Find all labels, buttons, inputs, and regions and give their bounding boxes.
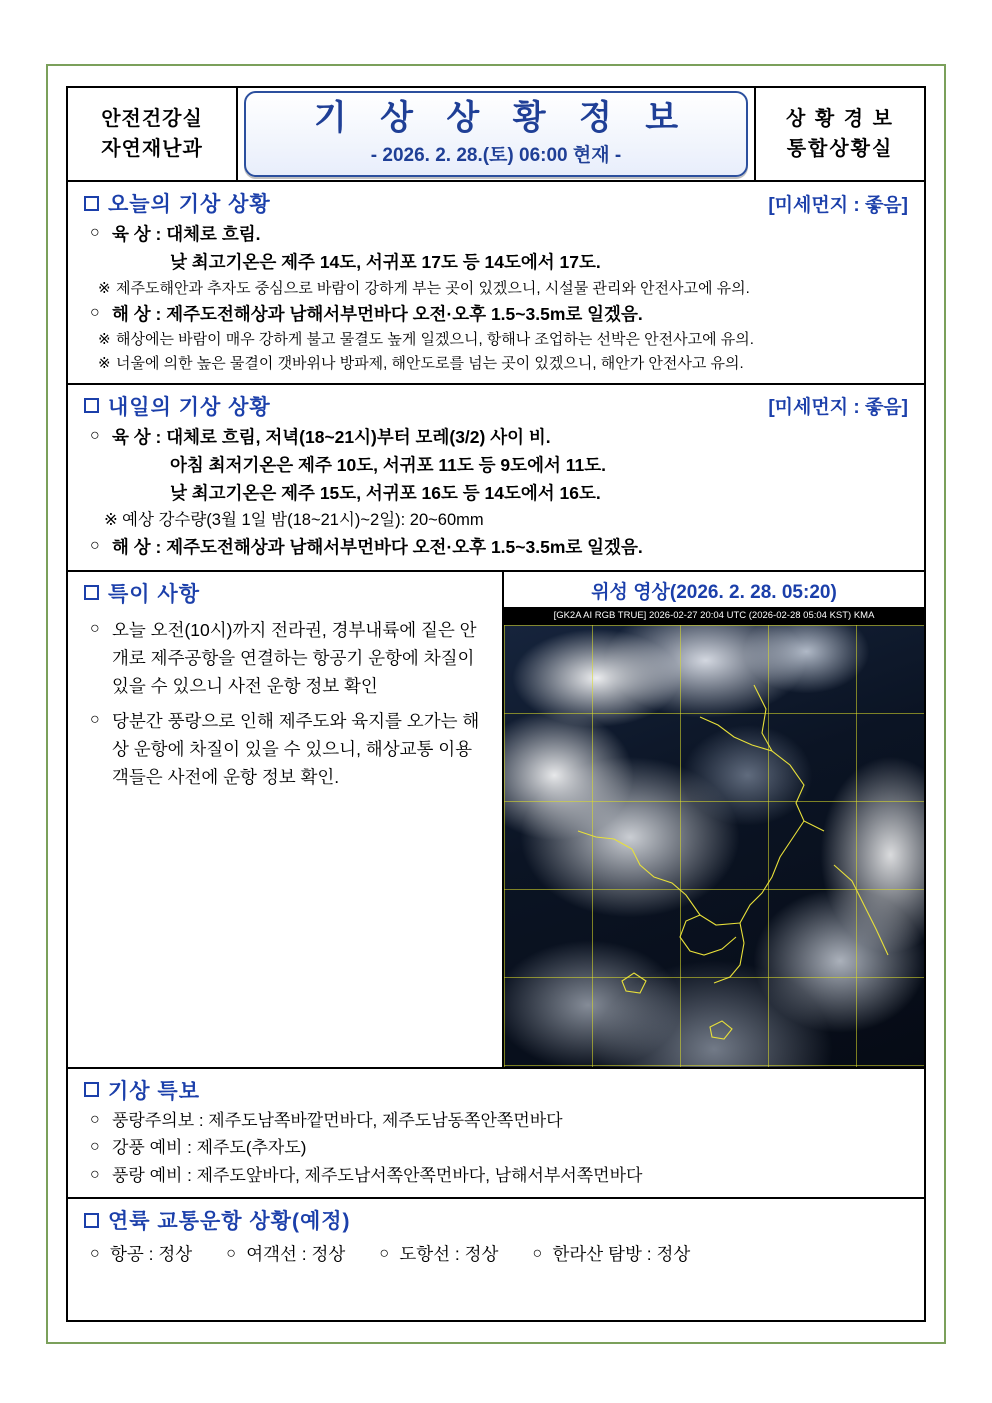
satellite-caption: [GK2A AI RGB TRUE] 2026-02-27 20:04 UTC (2026-02-28 05:04 KST) KMA bbox=[504, 607, 924, 623]
asterisk-icon: ※ bbox=[104, 510, 118, 529]
checkbox-icon bbox=[84, 196, 99, 211]
today-land-label: 육 상 : bbox=[112, 224, 162, 244]
checkbox-icon bbox=[84, 1213, 99, 1228]
asterisk-icon: ※ bbox=[98, 279, 111, 297]
section-weather-warnings bbox=[68, 1069, 924, 1200]
section-special-notes bbox=[68, 572, 504, 1067]
bullet-icon: ○ bbox=[90, 1244, 100, 1262]
today-land-text: 대체로 흐림. bbox=[166, 224, 261, 244]
warning-item bbox=[90, 1134, 908, 1162]
section-tomorrow-title-wrap bbox=[84, 391, 271, 421]
section-transport-header bbox=[68, 1199, 924, 1237]
bullet-icon: ○ bbox=[90, 537, 100, 555]
section-transport-title-wrap bbox=[84, 1205, 351, 1235]
section-today-lines bbox=[68, 220, 924, 383]
tomorrow-land-line bbox=[90, 423, 908, 451]
section-special-lines bbox=[68, 610, 502, 800]
section-special-and-satellite bbox=[68, 572, 924, 1069]
warning-item-text: 강풍 예비 : 제주도(추자도) bbox=[112, 1138, 307, 1158]
document-content bbox=[66, 86, 926, 1322]
warning-item bbox=[90, 1162, 908, 1190]
today-dust-badge: [미세먼지 : 좋음] bbox=[768, 194, 908, 216]
section-tomorrow-weather bbox=[68, 385, 924, 572]
header-situation-line2: 통합상황실 bbox=[786, 138, 894, 160]
today-note-3-text: 너울에 의한 높은 물결이 갯바위나 방파제, 해안도로를 넘는 곳이 있겠으니, 해안가 안전사고 유의. bbox=[116, 354, 744, 372]
bullet-icon: ○ bbox=[90, 1138, 100, 1156]
today-sea-label: 해 상 : bbox=[112, 303, 162, 324]
today-land-temp: 낮 최고기온은 제주 14도, 서귀포 17도 등 14도에서 17도. bbox=[170, 252, 601, 273]
tomorrow-land-label: 육 상 : bbox=[112, 426, 162, 447]
warning-item-text: 풍랑 예비 : 제주도앞바다, 제주도남서쪽안쪽먼바다, 남해서부서쪽먼바다 bbox=[112, 1165, 643, 1185]
tomorrow-max-temp-line bbox=[90, 479, 908, 507]
warning-item-text: 풍랑주의보 : 제주도남쪽바깥먼바다, 제주도남동쪽안쪽먼바다 bbox=[112, 1110, 563, 1130]
tomorrow-rain-note-text: 예상 강수량(3월 1일 밤(18~21시)~2일): 20~60mm bbox=[122, 510, 484, 529]
section-transport-status bbox=[68, 1199, 924, 1274]
document-body bbox=[66, 182, 926, 1322]
section-today-weather bbox=[68, 182, 924, 385]
transport-items-row bbox=[68, 1237, 924, 1274]
special-item-text: 오늘 오전(10시)까지 전라권, 경부내륙에 짙은 안개로 제주공항을 연결하는 항공기 운항에 차질이 있을 수 있으니 사전 운항 정보 확인 bbox=[112, 619, 477, 697]
tomorrow-sea-label: 해 상 : bbox=[112, 537, 162, 558]
bullet-icon: ○ bbox=[379, 1244, 390, 1262]
satellite-panel bbox=[504, 572, 924, 1067]
today-sea-text: 제주도전해상과 남해서부먼바다 오전·오후 1.5~3.5m로 일겠음. bbox=[166, 303, 643, 324]
tomorrow-rain-note bbox=[90, 508, 908, 534]
today-note-3 bbox=[90, 352, 908, 375]
bullet-icon: ○ bbox=[90, 1165, 100, 1183]
special-item bbox=[90, 707, 486, 792]
tomorrow-min-temp-line bbox=[90, 451, 908, 479]
transport-item bbox=[532, 1241, 690, 1266]
tomorrow-min-temp: 아침 최저기온은 제주 10도, 서귀포 11도 등 9도에서 11도. bbox=[170, 455, 607, 476]
section-special-title-wrap bbox=[84, 578, 200, 608]
bullet-icon: ○ bbox=[90, 619, 100, 637]
bullet-icon: ○ bbox=[90, 710, 100, 728]
transport-item-text: 여객선 : 정상 bbox=[246, 1244, 346, 1265]
transport-item-text: 도항선 : 정상 bbox=[399, 1244, 499, 1265]
header-title-area bbox=[238, 88, 754, 180]
today-note-1-text: 제주도해안과 추자도 중심으로 바람이 강하게 부는 곳이 있겠으니, 시설물 관리와 안전사고에 유의. bbox=[116, 279, 750, 297]
checkbox-icon bbox=[84, 1082, 99, 1097]
checkbox-icon bbox=[84, 398, 99, 413]
today-note-1 bbox=[90, 277, 908, 300]
header-situation-room bbox=[754, 88, 924, 180]
section-warnings-lines bbox=[68, 1107, 924, 1198]
today-land-line bbox=[90, 220, 908, 248]
satellite-imagery bbox=[504, 625, 924, 1067]
section-tomorrow-title: 내일의 기상 상황 bbox=[108, 395, 271, 419]
tomorrow-sea-text: 제주도전해상과 남해서부먼바다 오전·오후 1.5~3.5m로 일겠음. bbox=[166, 537, 643, 558]
section-today-title-wrap bbox=[84, 188, 271, 218]
today-land-temp-line bbox=[90, 248, 908, 276]
tomorrow-dust-badge: [미세먼지 : 좋음] bbox=[768, 397, 908, 419]
special-item-text: 당분간 풍랑으로 인해 제주도와 육지를 오가는 해상 운항에 차질이 있을 수 있으니, 해상교통 이용객들은 사전에 운항 정보 확인. bbox=[112, 710, 480, 788]
header-department-line2: 자연재난과 bbox=[101, 138, 203, 160]
transport-item bbox=[90, 1241, 192, 1266]
satellite-title: 위성 영상(2026. 2. 28. 05:20) bbox=[591, 581, 837, 603]
transport-item-text: 한라산 탐방 : 정상 bbox=[552, 1244, 691, 1265]
bullet-icon: ○ bbox=[532, 1244, 543, 1262]
section-tomorrow-header bbox=[68, 385, 924, 423]
transport-item bbox=[226, 1241, 345, 1266]
header-department-line1: 안전건강실 bbox=[101, 108, 203, 130]
section-warnings-title: 기상 특보 bbox=[108, 1079, 200, 1103]
section-tomorrow-lines bbox=[68, 423, 924, 570]
tomorrow-land-text: 대체로 흐림, 저녁(18~21시)부터 모레(3/2) 사이 비. bbox=[166, 426, 551, 447]
section-special-header bbox=[68, 572, 502, 610]
section-warnings-title-wrap bbox=[84, 1075, 200, 1105]
satellite-image bbox=[504, 607, 924, 1067]
tomorrow-max-temp: 낮 최고기온은 제주 15도, 서귀포 16도 등 14도에서 16도. bbox=[170, 483, 601, 504]
today-note-2-text: 해상에는 바람이 매우 강하게 불고 물결도 높게 일겠으니, 항해나 조업하는 선박은 안전사고에 유의. bbox=[116, 331, 754, 349]
special-item bbox=[90, 616, 486, 701]
asterisk-icon: ※ bbox=[98, 354, 111, 372]
header-situation-line1: 상 황 경 보 bbox=[786, 108, 894, 130]
tomorrow-sea-line bbox=[90, 533, 908, 561]
bullet-icon: ○ bbox=[226, 1244, 236, 1262]
today-note-2 bbox=[90, 328, 908, 351]
bullet-icon: ○ bbox=[90, 303, 100, 321]
document-header bbox=[66, 86, 926, 182]
bullet-icon: ○ bbox=[90, 426, 100, 444]
bullet-icon: ○ bbox=[90, 1110, 100, 1128]
asterisk-icon: ※ bbox=[98, 331, 111, 349]
transport-item bbox=[379, 1241, 498, 1266]
today-sea-line bbox=[90, 300, 908, 328]
transport-item-text: 항공 : 정상 bbox=[110, 1244, 193, 1265]
section-transport-title: 연륙 교통운항 상황(예정) bbox=[108, 1210, 351, 1234]
checkbox-icon bbox=[84, 585, 99, 600]
page-title-datetime: - 2026. 2. 28.(토) 06:00 현재 - bbox=[370, 144, 622, 166]
title-box bbox=[244, 91, 748, 177]
section-today-header bbox=[68, 182, 924, 220]
section-today-title: 오늘의 기상 상황 bbox=[108, 193, 271, 216]
section-warnings-header bbox=[68, 1069, 924, 1107]
warning-item bbox=[90, 1107, 908, 1135]
section-special-title: 특이 사항 bbox=[108, 582, 200, 606]
header-department bbox=[68, 88, 238, 180]
page-title: 기 상 상 황 정 보 bbox=[313, 99, 691, 138]
bullet-icon: ○ bbox=[90, 224, 100, 241]
